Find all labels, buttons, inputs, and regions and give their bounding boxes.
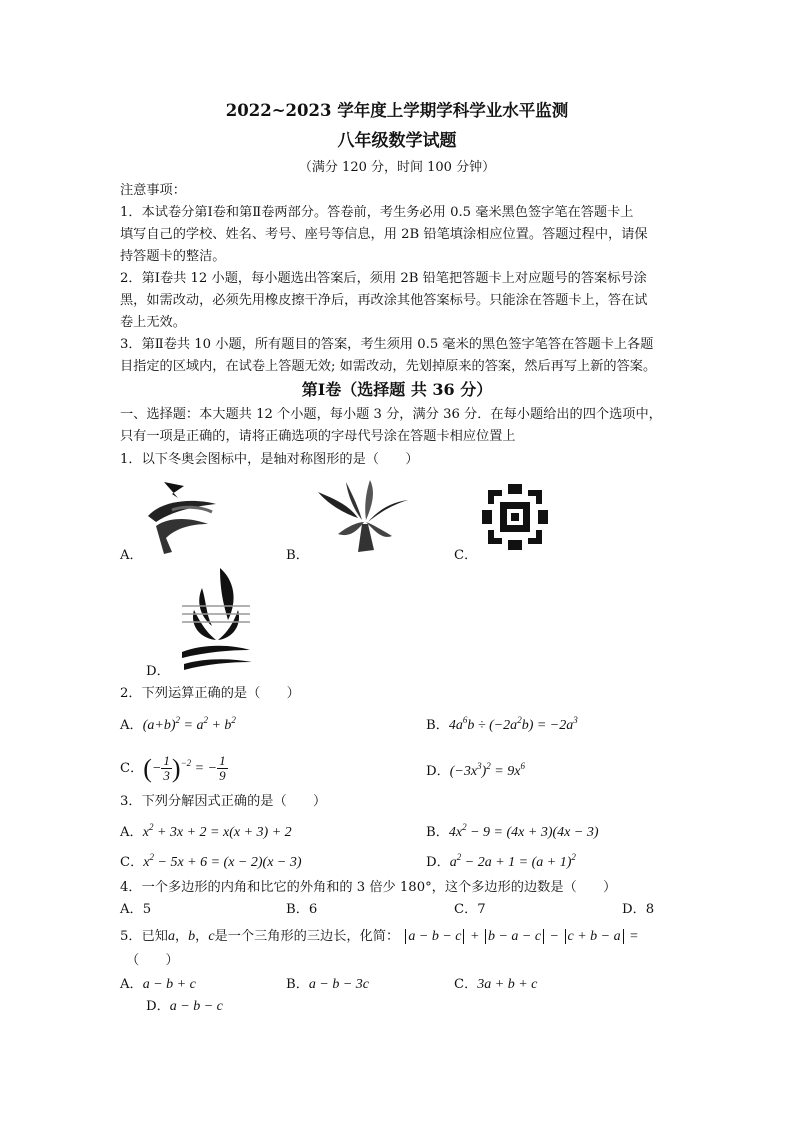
olympic-icon-c [482,484,548,554]
question-4-option-c: C．7 [454,902,486,917]
olympic-icon-a [142,476,222,560]
question-3-option-b [426,816,598,844]
option-letter: B． [426,825,449,840]
exam-subtitle: 八年级数学试题 [337,131,457,151]
formula: a − b + c [142,977,196,992]
formula: $x^2 - 5x + 6 = (x - 2)(x - 3)$ [143,852,302,870]
question-5-option-c [454,974,537,996]
option-letter: A． [120,977,143,992]
question-3-stem: 3．下列分解因式正确的是（ ） [120,794,327,809]
formula: $4x^2 - 9 = (4x + 3)(4x - 3)$ [448,822,599,840]
question-2-option-a [120,709,236,737]
question-4-option-b: B．6 [286,902,318,917]
question-1-option-a: A． [120,548,143,563]
question-1-option-c: C． [454,548,478,563]
question-1-stem: 1．以下冬奥会图标中，是轴对称图形的是（ ） [120,452,419,467]
question-5-blank: （ ） [126,953,179,968]
question-5-option-b [286,974,369,996]
notes-heading: 注意事项： [120,183,186,198]
question-5-lead: 5．已知 [120,929,168,944]
option-letter: C． [454,977,478,992]
notes-line: 目指定的区域内，在试卷上答题无效; 如需改动，先划掉原来的答案，然后再写上新的答案。 [120,359,657,374]
section-title: 第Ⅰ卷（选择题 共 36 分） [301,380,493,399]
section-intro: 只有一项是正确的，请将正确选项的字母代号涂在答题卡相应位置上 [120,429,516,444]
option-letter: D． [426,855,450,870]
option-letter: C． [120,761,144,776]
exam-title: 2022~2023 学年度上学期学科学业水平监测 [225,101,569,120]
notes-line: 持答题卡的整洁。 [120,249,226,264]
question-1-option-b: B． [286,548,309,563]
formula: 3a + b + c [477,977,538,992]
option-letter: A． [120,718,143,733]
question-5-option-a [120,974,196,996]
formula: $(a+b)^2 = a^2 + b^2$ [142,715,236,733]
exam-info: （满分 120 分，时间 100 分钟） [298,160,496,175]
olympic-icon-b [308,474,418,560]
question-5-stem: 5．已知a，b，c是一个三角形的三边长，化简： a − b − c + b − a − c − c + b − a = [120,929,639,944]
notes-line: 1．本试卷分第Ⅰ卷和第Ⅱ卷两部分。答卷前，考生务必用 0.5 毫米黑色签字笔在答题卡上 [120,205,634,220]
question-2-option-c [120,752,228,783]
formula: $(-3x^3)^2 = 9x^6$ [449,761,525,779]
olympic-icon-d [176,566,256,676]
formula: a − b − 3c [308,977,369,992]
option-letter: B． [286,977,309,992]
question-2-stem: 2．下列运算正确的是（ ） [120,686,300,701]
question-5-option-d [146,996,223,1018]
question-4-option-d: D．8 [622,902,655,917]
question-2-option-b [426,709,578,737]
formula: $a^2 - 2a + 1 = (a + 1)^2$ [449,852,576,870]
section-intro: 一、选择题：本大题共 12 个小题，每小题 3 分，满分 36 分．在每小题给出的四个选项中， [120,407,662,422]
formula: b [188,929,196,944]
formula: $x^2 + 3x + 2 = x(x + 3) + 2$ [142,822,292,840]
formula: (− $\frac{1}{3}$ )$^{-2}$ = − $\frac{1}{9}$ [143,753,226,784]
notes-line: 3．第Ⅱ卷共 10 小题，所有题目的答案，考生须用 0.5 毫米的黑色签字笔答在答题卡上各题 [120,337,654,352]
question-1-option-d: D． [146,664,170,679]
question-4-stem: 4．一个多边形的内角和比它的外角和的 3 倍少 180°，这个多边形的边数是（ ） [120,880,617,895]
option-letter: C． [120,855,144,870]
option-letter: A． [120,825,143,840]
formula: a [167,929,175,944]
question-4-option-a: A．5 [120,902,152,917]
notes-line: 黑，如需改动，必须先用橡皮擦干净后，再改涂其他答案标号。只能涂在答题卡上，答在试 [120,293,648,308]
formula: $4a^6b \div (-2a^2b) = -2a^3$ [448,715,578,733]
notes-line: 2．第Ⅰ卷共 12 小题，每小题选出答案后，须用 2B 铅笔把答题卡上对应题号的答案标号涂 [120,271,647,286]
question-3-option-d [426,846,576,874]
notes-line: 填写自己的学校、姓名、考号、座号等信息，用 2B 铅笔填涂相应位置。答题过程中，请保 [120,227,648,242]
question-2-option-d [426,755,525,783]
formula: a − b − c [169,999,223,1014]
formula: c [208,929,215,944]
option-letter: D． [426,764,450,779]
question-3-option-c [120,846,302,874]
question-3-option-a [120,816,292,844]
option-letter: B． [426,718,449,733]
option-letter: D． [146,999,170,1014]
notes-line: 卷上无效。 [120,315,186,330]
formula: a − b − c + b − a − c − c + b − a = [403,929,638,944]
